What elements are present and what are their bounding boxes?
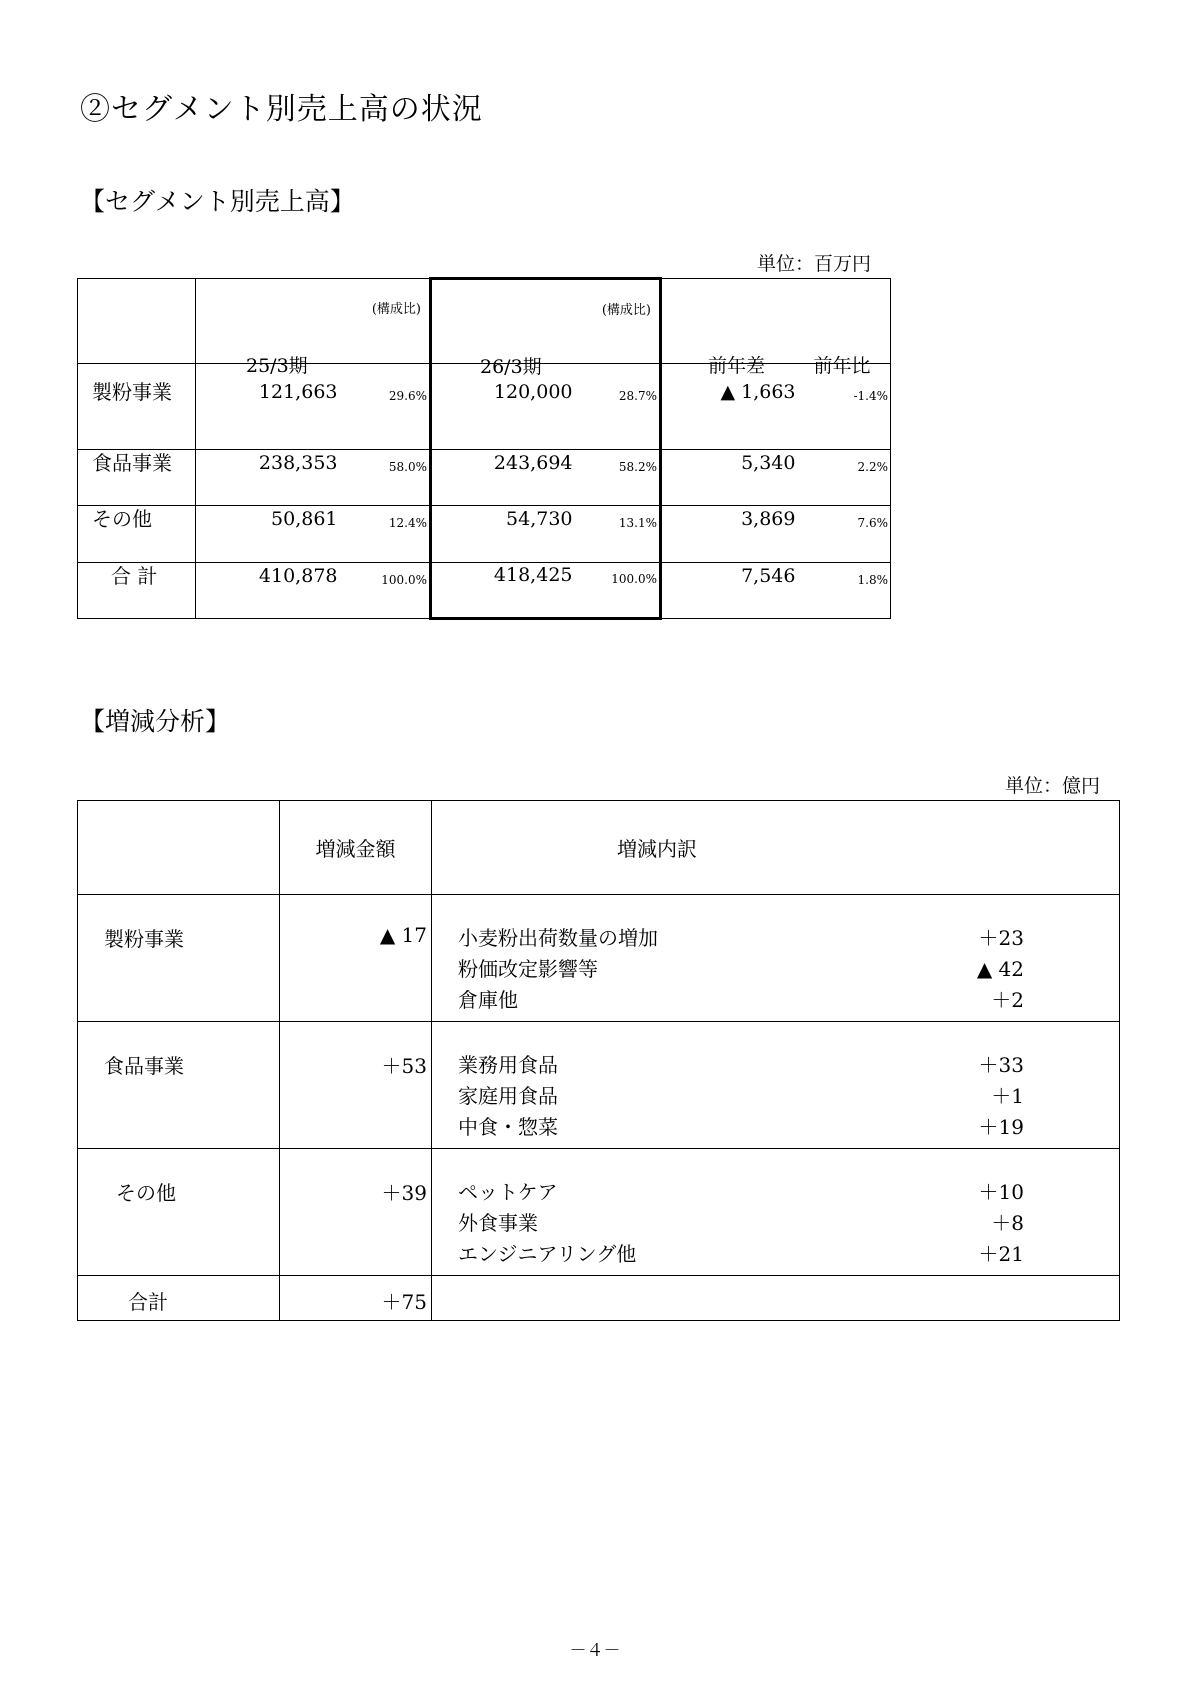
page-number: －４－ (569, 1641, 621, 1661)
header-blank-cell (78, 279, 196, 364)
header-period2-ratio: (構成比) (581, 279, 661, 364)
change-analysis-table (77, 800, 1120, 1321)
header-diff: 前年差 (661, 279, 804, 364)
table-row: 食品事業 ＋53 業務用食品 ＋33 家庭用食品 ＋1 中食・惣菜 ＋19 (78, 1022, 1120, 1149)
segment-sales-table (77, 277, 891, 620)
analysis-section-title: 【増減分析】 (80, 707, 231, 736)
analysis-unit: 単位：億円 (1005, 775, 1101, 797)
header-blank-cell (78, 801, 280, 895)
table-row: 製粉事業 ▲ 17 小麦粉出荷数量の増加 ＋23 粉価改定影響等 ▲ 42 倉庫他 ＋2 (78, 895, 1120, 1022)
table-row: その他 50,861 12.4% 54,730 13.1% 3,869 7.6% (78, 506, 891, 563)
page-title: ②セグメント別売上高の状況 (80, 92, 483, 127)
header-period1: 25/3期 (196, 279, 346, 364)
table-row-total: 合 計 410,878 100.0% 418,425 100.0% 7,546 1.8% (78, 563, 891, 619)
table-row: その他 ＋39 ペットケア ＋10 外食事業 ＋8 エンジニアリング他 ＋21 (78, 1149, 1120, 1276)
table-row-total: 合計 ＋75 (78, 1276, 1120, 1321)
table-row: 食品事業 238,353 58.0% 243,694 58.2% 5,340 2.2% (78, 450, 891, 506)
header-breakdown: 増減内訳 (432, 801, 1120, 895)
table-row: 製粉事業 121,663 29.6% 120,000 28.7% ▲ 1,663 -1.4% (78, 364, 891, 450)
header-period1-ratio: (構成比) (346, 279, 431, 364)
sales-section-title: 【セグメント別売上高】 (80, 187, 355, 216)
header-period2: 26/3期 (431, 279, 581, 364)
header-yoy: 前年比 (804, 279, 891, 364)
header-amount: 増減金額 (280, 801, 432, 895)
sales-unit: 単位：百万円 (757, 253, 872, 275)
